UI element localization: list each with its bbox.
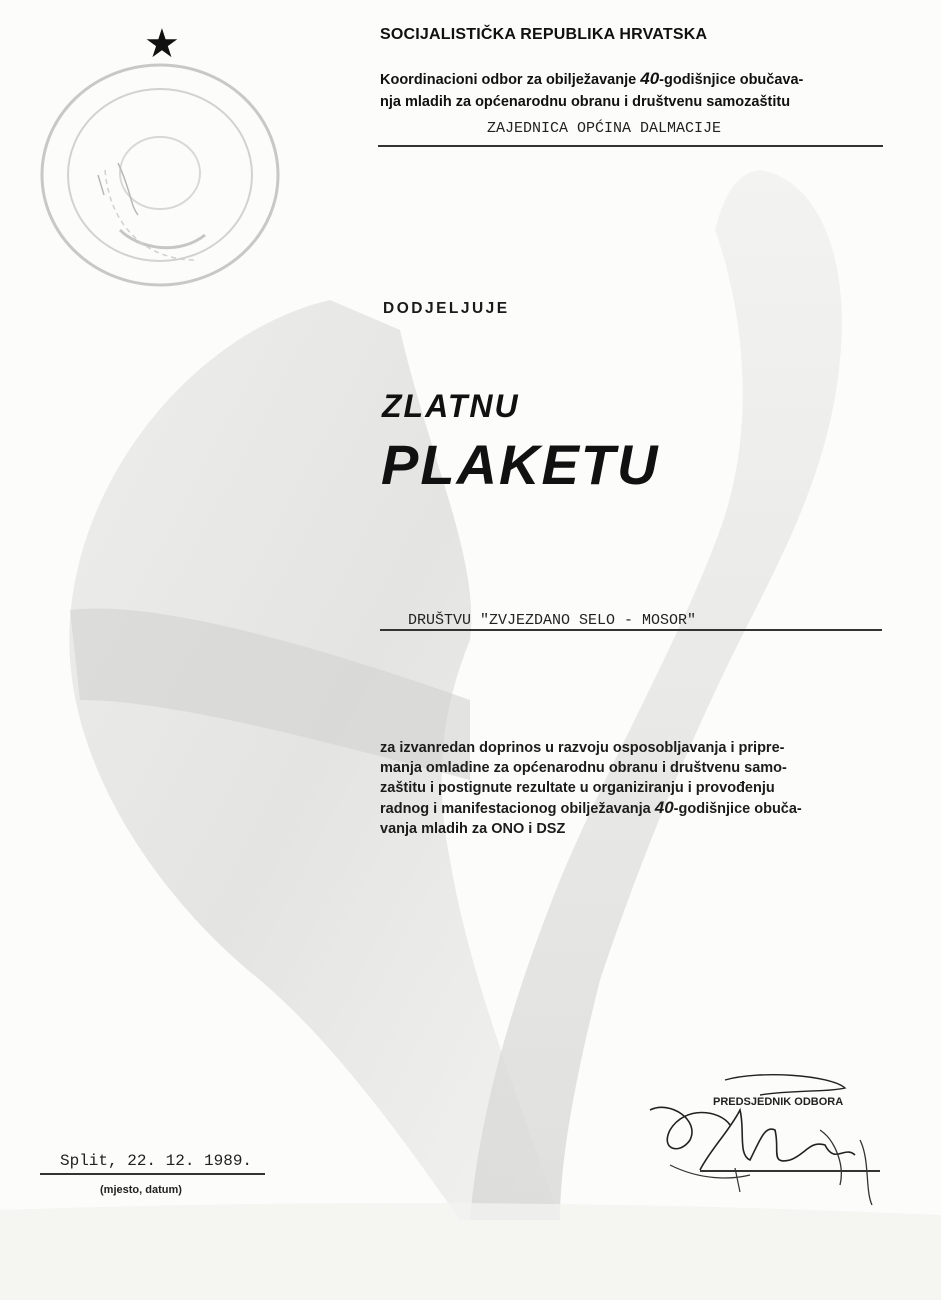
signature-line — [700, 1170, 880, 1172]
monument-base — [0, 1203, 941, 1300]
handwritten-signature — [640, 1070, 900, 1210]
award-title-gold: ZLATNU — [382, 388, 520, 424]
place-date-label: (mjesto, datum) — [100, 1184, 182, 1196]
grants-label: DODJELJUJE — [383, 300, 510, 317]
star-icon: ★ — [144, 22, 180, 66]
monument-right-wing — [470, 170, 842, 1220]
anniversary-number: 40 — [640, 69, 660, 88]
recipient-name: DRUŠTVU "ZVJEZDANO SELO - MOSOR" — [408, 612, 697, 629]
place-date-underline — [40, 1173, 265, 1175]
republic-heading: SOCIJALISTIČKA REPUBLIKA HRVATSKA — [380, 26, 708, 43]
stamp-seal — [20, 55, 295, 300]
community-heading: ZAJEDNICA OPĆINA DALMACIJE — [487, 120, 722, 137]
header-divider — [378, 145, 883, 147]
award-title-plaque: PLAKETU — [381, 433, 660, 496]
reason-line: manja omladine za općenarodnu obranu i društvenu samo- — [380, 760, 787, 776]
committee-heading — [380, 68, 803, 113]
award-reason — [380, 738, 880, 839]
committee-line-1: Koordinacioni odbor za obilježavanje 40-godišnjice obučava- — [380, 69, 804, 88]
reason-line: radnog i manifestacionog obilježavanja 40-godišnjice obuča- — [380, 798, 802, 817]
reason-line: za izvanredan doprinos u razvoju osposobljavanja i pripre- — [380, 740, 785, 756]
place-date-value: Split, 22. 12. 1989. — [60, 1152, 253, 1170]
reason-line: vanja mladih za ONO i DSZ — [380, 821, 566, 837]
recipient-underline — [380, 629, 882, 631]
chairman-label: PREDSJEDNIK ODBORA — [713, 1096, 844, 1108]
reason-line: zaštitu i postignute rezultate u organiziranju i provođenju — [380, 780, 775, 796]
committee-line-2: nja mladih za općenarodnu obranu i društvenu samozaštitu — [380, 94, 791, 110]
anniversary-number: 40 — [654, 798, 674, 817]
